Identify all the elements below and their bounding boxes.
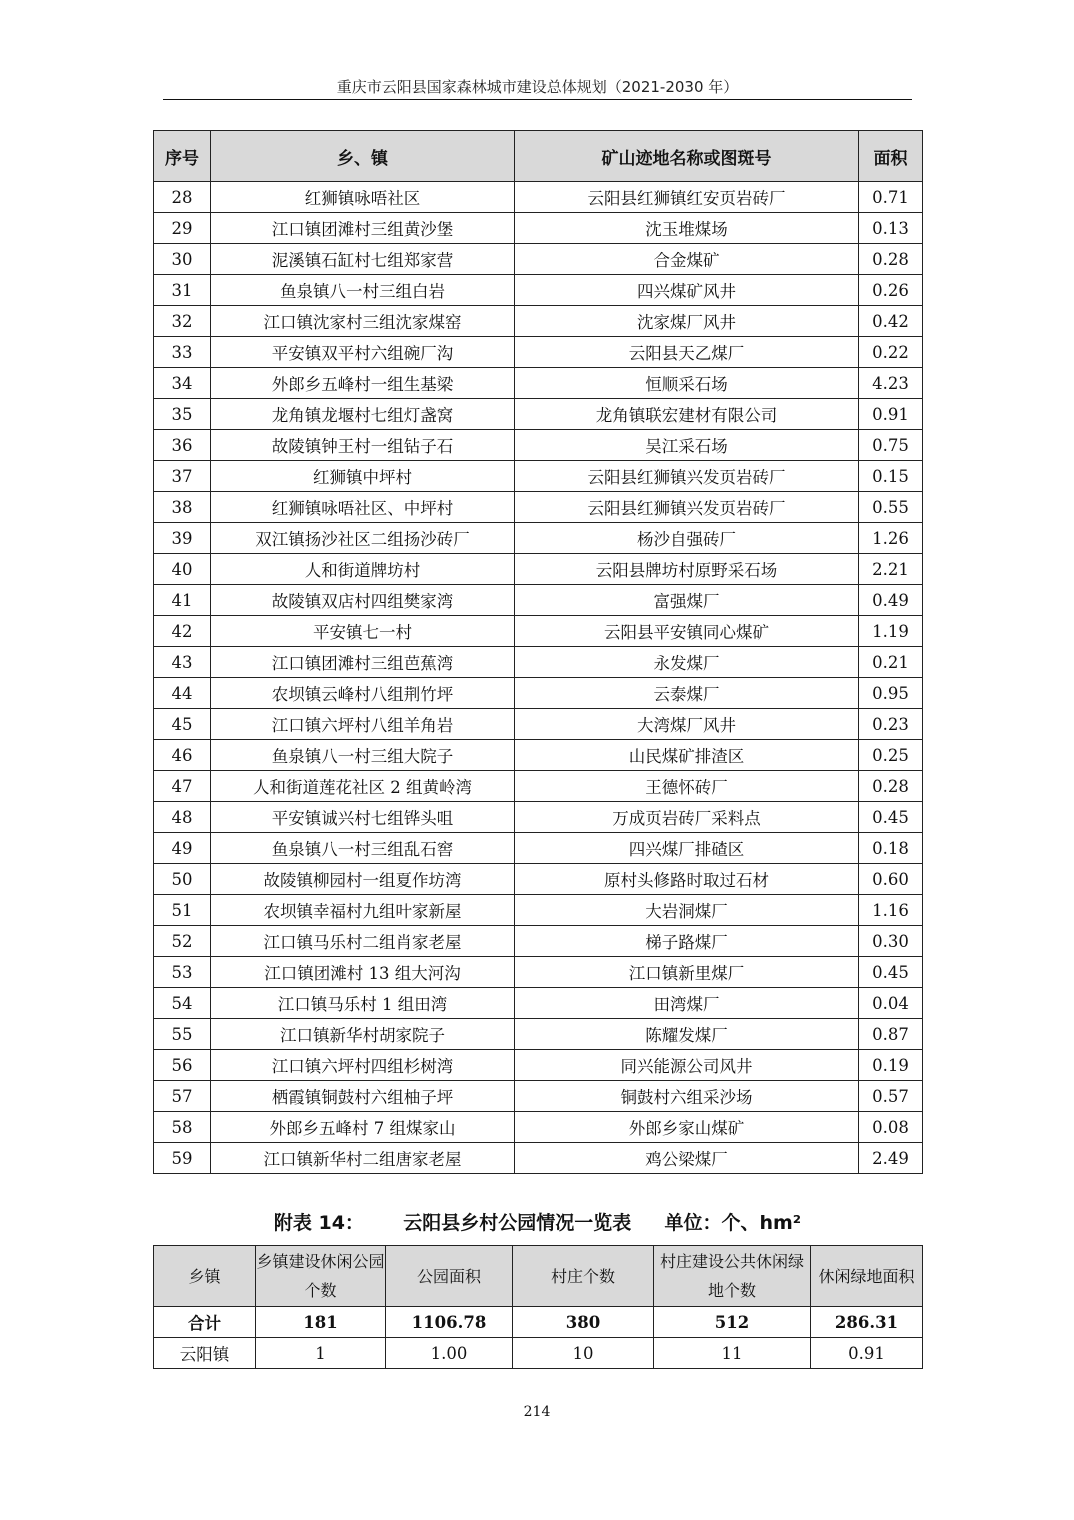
table-cell: 43 — [154, 647, 211, 678]
table-cell: 江口镇马乐村 1 组田湾 — [211, 988, 515, 1019]
column-header: 休闲绿地面积 — [811, 1246, 923, 1307]
table-row — [154, 802, 923, 833]
table-cell: 吴江采石场 — [515, 430, 859, 461]
table-cell: 杨沙自强砖厂 — [515, 523, 859, 554]
table-cell: 0.30 — [859, 926, 923, 957]
table-row — [154, 957, 923, 988]
table-cell: 四兴煤厂排碴区 — [515, 833, 859, 864]
table-row — [154, 337, 923, 368]
table-caption — [153, 1208, 922, 1235]
column-header: 序号 — [154, 131, 211, 182]
table-cell: 1.26 — [859, 523, 923, 554]
table-cell: 0.95 — [859, 678, 923, 709]
table-cell: 外郎乡五峰村 7 组煤家山 — [211, 1112, 515, 1143]
table-cell: 36 — [154, 430, 211, 461]
table-cell: 云阳县牌坊村原野采石场 — [515, 554, 859, 585]
table-cell: 4.23 — [859, 368, 923, 399]
table-cell: 云泰煤厂 — [515, 678, 859, 709]
table-cell: 江口镇团滩村三组芭蕉湾 — [211, 647, 515, 678]
table-cell: 0.19 — [859, 1050, 923, 1081]
table-cell: 380 — [513, 1307, 654, 1338]
table-cell: 52 — [154, 926, 211, 957]
table-cell: 王德怀砖厂 — [515, 771, 859, 802]
table-cell: 0.91 — [811, 1338, 923, 1369]
column-header: 公园面积 — [386, 1246, 513, 1307]
table-cell: 恒顺采石场 — [515, 368, 859, 399]
table-cell: 0.45 — [859, 802, 923, 833]
table-cell: 11 — [654, 1338, 811, 1369]
table-cell: 合金煤矿 — [515, 244, 859, 275]
table-cell: 万成页岩砖厂采料点 — [515, 802, 859, 833]
table-cell: 44 — [154, 678, 211, 709]
table-cell: 鱼泉镇八一村三组乱石窖 — [211, 833, 515, 864]
table-cell: 平安镇诚兴村七组铧头咀 — [211, 802, 515, 833]
table-cell: 32 — [154, 306, 211, 337]
table-cell: 2.21 — [859, 554, 923, 585]
table-cell: 江口镇六坪村八组羊角岩 — [211, 709, 515, 740]
table-cell: 同兴能源公司风井 — [515, 1050, 859, 1081]
table-cell: 30 — [154, 244, 211, 275]
table-cell: 34 — [154, 368, 211, 399]
table-row — [154, 461, 923, 492]
table-cell: 鸡公梁煤厂 — [515, 1143, 859, 1174]
table-cell: 江口镇团滩村 13 组大河沟 — [211, 957, 515, 988]
table-row — [154, 678, 923, 709]
table-cell: 双江镇扬沙社区二组扬沙砖厂 — [211, 523, 515, 554]
table-cell: 0.23 — [859, 709, 923, 740]
table-row — [154, 523, 923, 554]
table-cell: 0.26 — [859, 275, 923, 306]
table-cell: 沈家煤厂风井 — [515, 306, 859, 337]
table-row — [154, 430, 923, 461]
table-cell: 平安镇七一村 — [211, 616, 515, 647]
table-cell: 0.55 — [859, 492, 923, 523]
table-row — [154, 864, 923, 895]
table-cell: 0.28 — [859, 244, 923, 275]
column-header: 乡、镇 — [211, 131, 515, 182]
table-cell: 故陵镇钟王村一组钻子石 — [211, 430, 515, 461]
table-cell: 云阳县红狮镇兴发页岩砖厂 — [515, 492, 859, 523]
table-cell: 江口镇新里煤厂 — [515, 957, 859, 988]
table-cell: 外郎乡家山煤矿 — [515, 1112, 859, 1143]
table-cell: 0.91 — [859, 399, 923, 430]
table-cell: 42 — [154, 616, 211, 647]
caption-unit: 单位：个、hm² — [664, 1212, 802, 1234]
table-cell: 46 — [154, 740, 211, 771]
table-row — [154, 213, 923, 244]
table-cell: 0.15 — [859, 461, 923, 492]
column-header: 乡镇 — [154, 1246, 256, 1307]
table-row — [154, 1338, 923, 1369]
column-header: 矿山迹地名称或图斑号 — [515, 131, 859, 182]
table-cell: 栖霞镇铜鼓村六组柚子坪 — [211, 1081, 515, 1112]
table-row — [154, 740, 923, 771]
table-cell: 37 — [154, 461, 211, 492]
table-cell: 陈耀发煤厂 — [515, 1019, 859, 1050]
table-cell: 512 — [654, 1307, 811, 1338]
table-cell: 梯子路煤厂 — [515, 926, 859, 957]
table-cell: 龙角镇龙堰村七组灯盏窝 — [211, 399, 515, 430]
page-number: 214 — [523, 1404, 551, 1420]
table-row — [154, 1050, 923, 1081]
table-cell: 50 — [154, 864, 211, 895]
table-row — [154, 1019, 923, 1050]
table-cell: 0.08 — [859, 1112, 923, 1143]
table-row — [154, 1143, 923, 1174]
table-cell: 28 — [154, 182, 211, 213]
table-row — [154, 1112, 923, 1143]
table-row — [154, 771, 923, 802]
table-cell: 永发煤厂 — [515, 647, 859, 678]
table-cell: 红狮镇中坪村 — [211, 461, 515, 492]
table-cell: 29 — [154, 213, 211, 244]
table-row — [154, 616, 923, 647]
table-cell: 181 — [256, 1307, 386, 1338]
table-cell: 原村头修路时取过石材 — [515, 864, 859, 895]
table-cell: 云阳县红狮镇兴发页岩砖厂 — [515, 461, 859, 492]
table-row — [154, 306, 923, 337]
table-cell: 沈玉堆煤场 — [515, 213, 859, 244]
table-cell: 33 — [154, 337, 211, 368]
header-rule — [163, 99, 912, 100]
table-cell: 大岩洞煤厂 — [515, 895, 859, 926]
table-cell: 51 — [154, 895, 211, 926]
table-cell: 1.16 — [859, 895, 923, 926]
column-header: 面积 — [859, 131, 923, 182]
table-row — [154, 988, 923, 1019]
table-cell: 农坝镇云峰村八组荆竹坪 — [211, 678, 515, 709]
table-cell: 0.21 — [859, 647, 923, 678]
table-row — [154, 554, 923, 585]
table-row — [154, 833, 923, 864]
table-row — [154, 275, 923, 306]
table-cell: 38 — [154, 492, 211, 523]
table-cell: 云阳县天乙煤厂 — [515, 337, 859, 368]
table-cell: 0.42 — [859, 306, 923, 337]
table-cell: 0.71 — [859, 182, 923, 213]
table-cell: 0.25 — [859, 740, 923, 771]
table-row — [154, 399, 923, 430]
table-cell: 山民煤矿排渣区 — [515, 740, 859, 771]
table-cell: 31 — [154, 275, 211, 306]
table-cell: 0.57 — [859, 1081, 923, 1112]
table-cell: 0.75 — [859, 430, 923, 461]
table-cell: 10 — [513, 1338, 654, 1369]
table-cell: 外郎乡五峰村一组生基梁 — [211, 368, 515, 399]
mine-site-table — [153, 130, 923, 1174]
table-cell: 35 — [154, 399, 211, 430]
table-row — [154, 492, 923, 523]
table-header-row — [154, 1246, 923, 1307]
table-cell: 江口镇团滩村三组黄沙堡 — [211, 213, 515, 244]
table-cell: 江口镇马乐村二组肖家老屋 — [211, 926, 515, 957]
table-cell: 41 — [154, 585, 211, 616]
column-header: 乡镇建设休闲公园个数 — [256, 1246, 386, 1307]
table-cell: 40 — [154, 554, 211, 585]
table-cell: 云阳县平安镇同心煤矿 — [515, 616, 859, 647]
table-cell: 0.45 — [859, 957, 923, 988]
table-cell: 云阳镇 — [154, 1338, 256, 1369]
table-cell: 58 — [154, 1112, 211, 1143]
table-cell: 人和街道牌坊村 — [211, 554, 515, 585]
table-row — [154, 647, 923, 678]
table-cell: 大湾煤厂风井 — [515, 709, 859, 740]
table-cell: 故陵镇双店村四组樊家湾 — [211, 585, 515, 616]
table-row — [154, 368, 923, 399]
table-cell: 56 — [154, 1050, 211, 1081]
table-cell: 54 — [154, 988, 211, 1019]
table-cell: 1.00 — [386, 1338, 513, 1369]
table-cell: 0.13 — [859, 213, 923, 244]
table-cell: 云阳县红狮镇红安页岩砖厂 — [515, 182, 859, 213]
caption-title: 云阳县乡村公园情况一览表 — [403, 1212, 632, 1234]
table-cell: 47 — [154, 771, 211, 802]
table-cell: 鱼泉镇八一村三组白岩 — [211, 275, 515, 306]
table-cell: 人和街道莲花社区 2 组黄岭湾 — [211, 771, 515, 802]
column-header: 村庄个数 — [513, 1246, 654, 1307]
table-cell: 0.87 — [859, 1019, 923, 1050]
table-cell: 泥溪镇石缸村七组郑家营 — [211, 244, 515, 275]
table-cell: 江口镇新华村二组唐家老屋 — [211, 1143, 515, 1174]
table-cell: 1 — [256, 1338, 386, 1369]
table-cell: 2.49 — [859, 1143, 923, 1174]
table-cell: 鱼泉镇八一村三组大院子 — [211, 740, 515, 771]
table-cell: 1106.78 — [386, 1307, 513, 1338]
table-cell: 0.28 — [859, 771, 923, 802]
table-cell: 田湾煤厂 — [515, 988, 859, 1019]
table-cell: 1.19 — [859, 616, 923, 647]
table-cell: 57 — [154, 1081, 211, 1112]
table-cell: 286.31 — [811, 1307, 923, 1338]
table-cell: 合计 — [154, 1307, 256, 1338]
column-header: 村庄建设公共休闲绿地个数 — [654, 1246, 811, 1307]
table-cell: 55 — [154, 1019, 211, 1050]
table-cell: 45 — [154, 709, 211, 740]
table-cell: 农坝镇幸福村九组叶家新屋 — [211, 895, 515, 926]
table-cell: 49 — [154, 833, 211, 864]
table-cell: 48 — [154, 802, 211, 833]
table-cell: 平安镇双平村六组碗厂沟 — [211, 337, 515, 368]
table-cell: 江口镇沈家村三组沈家煤窑 — [211, 306, 515, 337]
total-row — [154, 1307, 923, 1338]
table-cell: 39 — [154, 523, 211, 554]
table-cell: 江口镇六坪村四组杉树湾 — [211, 1050, 515, 1081]
table-cell: 0.18 — [859, 833, 923, 864]
table-cell: 龙角镇联宏建材有限公司 — [515, 399, 859, 430]
table-cell: 0.22 — [859, 337, 923, 368]
table-cell: 红狮镇咏唔社区、中坪村 — [211, 492, 515, 523]
table-row — [154, 182, 923, 213]
table-cell: 0.60 — [859, 864, 923, 895]
table-cell: 0.49 — [859, 585, 923, 616]
table-row — [154, 926, 923, 957]
table-row — [154, 1081, 923, 1112]
table-cell: 0.04 — [859, 988, 923, 1019]
caption-label: 附表 14： — [273, 1212, 364, 1234]
table-cell: 铜鼓村六组采沙场 — [515, 1081, 859, 1112]
table-cell: 故陵镇柳园村一组夏作坊湾 — [211, 864, 515, 895]
table-header-row — [154, 131, 923, 182]
table-cell: 江口镇新华村胡家院子 — [211, 1019, 515, 1050]
table-row — [154, 895, 923, 926]
table-cell: 四兴煤矿风井 — [515, 275, 859, 306]
table-cell: 53 — [154, 957, 211, 988]
table-cell: 59 — [154, 1143, 211, 1174]
table-row — [154, 709, 923, 740]
table-cell: 富强煤厂 — [515, 585, 859, 616]
running-header: 重庆市云阳县国家森林城市建设总体规划（2021-2030 年） — [336, 78, 739, 96]
table-row — [154, 244, 923, 275]
rural-park-table — [153, 1245, 923, 1369]
table-row — [154, 585, 923, 616]
table-cell: 红狮镇咏唔社区 — [211, 182, 515, 213]
